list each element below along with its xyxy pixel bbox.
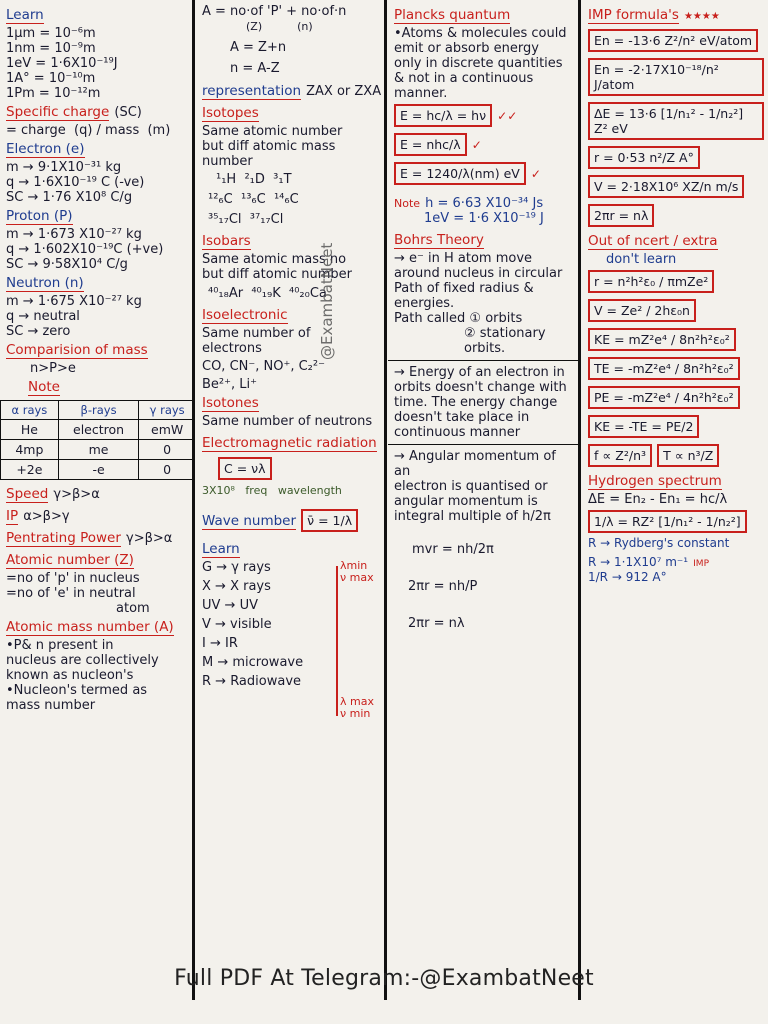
formula-box: En = -13·6 Z²/n² eV/atom bbox=[588, 29, 758, 52]
formula-box: V = 2·18X10⁶ XZ/n m/s bbox=[588, 175, 744, 198]
formula-box: KE = mZ²e⁴ / 8n²h²ε₀² bbox=[588, 328, 736, 351]
mass-number-formula: A = no·of 'P' + no·of·n bbox=[202, 4, 347, 19]
planck-line: manner. bbox=[394, 86, 448, 101]
unit-line: 1μm = 10⁻⁶m bbox=[6, 26, 96, 41]
mass-line: •Nucleon's termed as bbox=[6, 683, 148, 698]
dont-learn-note: don't learn bbox=[606, 252, 677, 267]
table-row bbox=[1, 440, 193, 460]
column-divider bbox=[192, 0, 195, 1000]
stars: ★★★★ bbox=[683, 11, 720, 22]
formula-box: TE = -mZ²e⁴ / 8n²h²ε₀² bbox=[588, 357, 740, 380]
extra-heading: Out of ncert / extra bbox=[588, 233, 718, 249]
electron-line: m → 9·1X10⁻³¹ kg bbox=[6, 160, 122, 175]
formula-subscript: (Z) (n) bbox=[246, 20, 313, 33]
isotopes-line: number bbox=[202, 154, 253, 169]
unit-line: 1nm = 10⁻⁹m bbox=[6, 41, 96, 56]
learn-spectrum-heading: Learn bbox=[202, 541, 240, 557]
momentum-formula: 2πr = nλ bbox=[408, 616, 465, 631]
table-header: α rays bbox=[1, 401, 59, 420]
note-label: Note bbox=[394, 197, 421, 210]
isotope-example: ³⁵₁₇Cl ³⁷₁₇Cl bbox=[208, 212, 284, 227]
bohr-energy-line: doesn't take place in bbox=[394, 410, 530, 425]
lambda-max: λ max bbox=[340, 695, 374, 708]
spectrum-formula: ΔE = En₂ - En₁ = hc/λ bbox=[588, 492, 728, 507]
spectrum-line: I → IR bbox=[202, 636, 238, 651]
isobars-line: but diff atomic number bbox=[202, 267, 352, 282]
formula-box: PE = -mZ²e⁴ / 4n²h²ε₀² bbox=[588, 386, 740, 409]
isoelectronic-heading: Isoelectronic bbox=[202, 307, 288, 323]
speed-label: Speed bbox=[6, 486, 49, 502]
rydberg-value: R → 1·1X10⁷ m⁻¹ bbox=[588, 555, 689, 569]
bohr-line: Path of fixed radius & bbox=[394, 281, 534, 296]
planck-line: emit or absorb energy bbox=[394, 41, 539, 56]
atomic-line: =no of 'p' in nucleus bbox=[6, 571, 140, 586]
spectrum-line: UV → UV bbox=[202, 598, 258, 613]
rays-table bbox=[0, 400, 192, 480]
formula-box: r = n²h²ε₀ / πmZe² bbox=[588, 270, 714, 293]
isotopes-line: Same atomic number bbox=[202, 124, 343, 139]
telegram-footer: Full PDF At Telegram:-@ExambatNeet bbox=[174, 966, 594, 991]
planck-heading: Plancks quantum bbox=[394, 7, 511, 23]
isoelectronic-example: CO, CN⁻, NO⁺, C₂²⁻ bbox=[202, 359, 325, 374]
bohr-momentum-line: angular momentum is bbox=[394, 494, 538, 509]
table-cell: me bbox=[58, 440, 139, 460]
note-line: 1eV = 1·6 X10⁻¹⁹ J bbox=[424, 211, 544, 226]
spectrum-line: R → Radiowave bbox=[202, 674, 302, 689]
planck-line: •Atoms & molecules could bbox=[394, 26, 567, 41]
sc-tag: (SC) bbox=[114, 105, 142, 120]
isotones-line: Same number of neutrons bbox=[202, 414, 373, 429]
spectrum-top-note bbox=[340, 560, 374, 584]
table-cell: 4mp bbox=[1, 440, 59, 460]
penetrating-order: γ>β>α bbox=[126, 531, 173, 546]
penetrating-power-label: Pentrating Power bbox=[6, 530, 121, 546]
comparison-heading: Comparision of mass bbox=[6, 342, 148, 358]
formula-box: f ∝ Z²/n³ bbox=[588, 444, 652, 467]
column-4 bbox=[582, 0, 768, 1000]
mass-line: mass number bbox=[6, 698, 96, 713]
formula-box: ΔE = 13·6 [1/n₁² - 1/n₂²] Z² eV bbox=[588, 102, 764, 140]
table-row bbox=[1, 460, 193, 480]
unit-line: 1A° = 10⁻¹⁰m bbox=[6, 71, 96, 86]
planck-formula-box: E = hc/λ = hν bbox=[394, 104, 492, 127]
em-formula-box: C = νλ bbox=[218, 457, 272, 480]
bohr-line: energies. bbox=[394, 296, 455, 311]
nu-min: ν min bbox=[340, 707, 371, 720]
wave-number-box: ν̄ = 1/λ bbox=[301, 509, 358, 532]
representation-formula: ZAX or ZXA bbox=[306, 84, 382, 99]
ip-label: IP bbox=[6, 508, 19, 524]
table-cell: emW bbox=[139, 420, 192, 440]
imp-tag: IMP bbox=[693, 559, 710, 569]
mass-number-heading: Atomic mass number (A) bbox=[6, 619, 174, 635]
neutron-line: m → 1·675 X10⁻²⁷ kg bbox=[6, 294, 142, 309]
momentum-formula: 2πr = nh/P bbox=[408, 579, 478, 594]
atomic-line: =no of 'e' in neutral bbox=[6, 586, 136, 601]
isobar-example: ⁴⁰₁₈Ar ⁴⁰₁₉K ⁴⁰₂₀Ca bbox=[208, 286, 327, 301]
em-radiation-heading: Electromagnetic radiation bbox=[202, 435, 377, 451]
table-header: β-rays bbox=[58, 401, 139, 420]
sc-formula: = charge (q) / mass (m) bbox=[6, 123, 171, 138]
mass-line: nucleus are collectively bbox=[6, 653, 159, 668]
formula-line: A = Z+n bbox=[230, 40, 287, 55]
mass-line: known as nucleon's bbox=[6, 668, 134, 683]
table-cell: 0 bbox=[139, 440, 192, 460]
note-heading: Note bbox=[28, 379, 60, 395]
planck-line: & not in a continuous bbox=[394, 71, 534, 86]
isobars-line: Same atomic mass no bbox=[202, 252, 347, 267]
bohr-line: Path called ① orbits bbox=[394, 311, 523, 326]
bohr-momentum-line: integral multiple of h/2π bbox=[394, 509, 551, 524]
column-1 bbox=[0, 0, 192, 1000]
electron-heading: Electron (e) bbox=[6, 141, 85, 157]
spectrum-line: G → γ rays bbox=[202, 560, 271, 575]
proton-line: m → 1·673 X10⁻²⁷ kg bbox=[6, 227, 142, 242]
wave-number-heading: Wave number bbox=[202, 513, 297, 529]
isotope-example: ¹²₆C ¹³₆C ¹⁴₆C bbox=[208, 192, 299, 207]
formula-box: T ∝ n³/Z bbox=[657, 444, 719, 467]
proton-line: q → 1·602X10⁻¹⁹C (+ve) bbox=[6, 242, 164, 257]
isotopes-line: but diff atomic mass bbox=[202, 139, 336, 154]
planck-formula-box: E = nhc/λ bbox=[394, 133, 467, 156]
formula-box: En = -2·17X10⁻¹⁸/n² J/atom bbox=[588, 58, 764, 96]
isoelectronic-example: Be²⁺, Li⁺ bbox=[202, 377, 257, 392]
bohr-momentum-line: → Angular momentum of an bbox=[394, 449, 561, 479]
bohr-momentum-line: electron is quantised or bbox=[394, 479, 548, 494]
momentum-formula: mvr = nh/2π bbox=[412, 542, 494, 557]
imp-formulas-heading: IMP formula's bbox=[588, 7, 679, 23]
unit-line: 1eV = 1·6X10⁻¹⁹J bbox=[6, 56, 118, 71]
table-cell: 0 bbox=[139, 460, 192, 480]
hydrogen-spectrum-heading: Hydrogen spectrum bbox=[588, 473, 722, 489]
representation-heading: representation bbox=[202, 83, 302, 99]
spectrum-line: X → X rays bbox=[202, 579, 271, 594]
table-row bbox=[1, 420, 193, 440]
ip-order: α>β>γ bbox=[23, 509, 70, 524]
table-header: γ rays bbox=[139, 401, 192, 420]
spectrum-line: V → visible bbox=[202, 617, 272, 632]
neutron-line: SC → zero bbox=[6, 324, 71, 339]
em-labels: 3X10⁸ freq wavelength bbox=[202, 484, 342, 497]
table-cell: electron bbox=[58, 420, 139, 440]
isotones-heading: Isotones bbox=[202, 395, 259, 411]
formula-box: V = Ze² / 2hε₀n bbox=[588, 299, 696, 322]
mass-comparison: n>P>e bbox=[30, 361, 76, 376]
column-3: Plancks quantum •Atoms & molecules could emit or absorb energy only in discrete quantities & not in a continuous manner. E = hc/λ = hν ✓✓ E = nhc/λ ✓ E = 1240/λ(nm) eV ✓ Note h = 6·63 X10⁻³⁴ Js 1eV = 1·6 X10⁻¹⁹ J Bohrs Theory → e⁻ in H atom move around nucleus in circular Path of fixed radius & energies. Path called ① orbits ② stationary orbits. → Energy of an electron in orbits doesn't change with time. The energy change doesn't take place in continuous manner → Angular momentum of an electron is quantised or angular momentum is integral multiple of h/2π mvr = nh/2π 2πr = nh/P 2πr = nλ bbox=[388, 0, 580, 1000]
mass-line: •P& n present in bbox=[6, 638, 114, 653]
bohr-energy-line: → Energy of an electron in bbox=[394, 365, 565, 380]
specific-charge-heading: Specific charge bbox=[6, 104, 110, 120]
column-2 bbox=[196, 0, 386, 1000]
neutron-heading: Neutron (n) bbox=[6, 275, 84, 291]
bohr-heading: Bohrs Theory bbox=[394, 232, 484, 248]
bohr-energy-line: continuous manner bbox=[394, 425, 521, 440]
formula-box: 2πr = nλ bbox=[588, 204, 654, 227]
formula-box: KE = -TE = PE/2 bbox=[588, 415, 699, 438]
isotope-example: ¹₁H ²₁D ³₁T bbox=[216, 172, 292, 187]
proton-line: SC → 9·58X10⁴ C/g bbox=[6, 257, 128, 272]
isobars-heading: Isobars bbox=[202, 233, 251, 249]
electron-line: q → 1·6X10⁻¹⁹ C (-ve) bbox=[6, 175, 145, 190]
planck-formula-box: E = 1240/λ(nm) eV bbox=[394, 162, 526, 185]
lambda-min: λmin bbox=[340, 559, 368, 572]
nu-max: ν max bbox=[340, 571, 374, 584]
formula-box: r = 0·53 n²/Z A° bbox=[588, 146, 700, 169]
rydberg-formula-box: 1/λ = RZ² [1/n₁² - 1/n₂²] bbox=[588, 510, 747, 533]
watermark: @ExambatNeet bbox=[318, 242, 336, 360]
speed-order: γ>β>α bbox=[53, 487, 100, 502]
spectrum-line: M → microwave bbox=[202, 655, 304, 670]
isotopes-heading: Isotopes bbox=[202, 105, 259, 121]
bohr-line: ② stationary orbits. bbox=[464, 326, 550, 356]
table-cell: -e bbox=[58, 460, 139, 480]
neutron-line: q → neutral bbox=[6, 309, 80, 324]
rydberg-inverse: 1/R → 912 A° bbox=[588, 570, 667, 584]
spectrum-arrow bbox=[336, 566, 338, 716]
proton-heading: Proton (P) bbox=[6, 208, 73, 224]
unit-line: 1Pm = 10⁻¹²m bbox=[6, 86, 101, 101]
bohr-line: around nucleus in circular bbox=[394, 266, 563, 281]
note-line: h = 6·63 X10⁻³⁴ Js bbox=[425, 196, 544, 211]
atomic-number-heading: Atomic number (Z) bbox=[6, 552, 134, 568]
bohr-line: → e⁻ in H atom move bbox=[394, 251, 533, 266]
learn-heading: Learn bbox=[6, 7, 44, 23]
table-header-row bbox=[1, 401, 193, 420]
electron-line: SC → 1·76 X10⁸ C/g bbox=[6, 190, 133, 205]
isoelectronic-line: electrons bbox=[202, 341, 262, 356]
bohr-energy-line: time. The energy change bbox=[394, 395, 558, 410]
atomic-line: atom bbox=[116, 601, 150, 616]
table-cell: He bbox=[1, 420, 59, 440]
isoelectronic-line: Same number of bbox=[202, 326, 311, 341]
table-cell: +2e bbox=[1, 460, 59, 480]
bohr-energy-line: orbits doesn't change with bbox=[394, 380, 567, 395]
spectrum-bottom-note bbox=[340, 696, 374, 720]
planck-line: only in discrete quantities bbox=[394, 56, 563, 71]
formula-line: n = A-Z bbox=[230, 61, 280, 76]
rydberg-note: R → Rydberg's constant bbox=[588, 536, 730, 550]
